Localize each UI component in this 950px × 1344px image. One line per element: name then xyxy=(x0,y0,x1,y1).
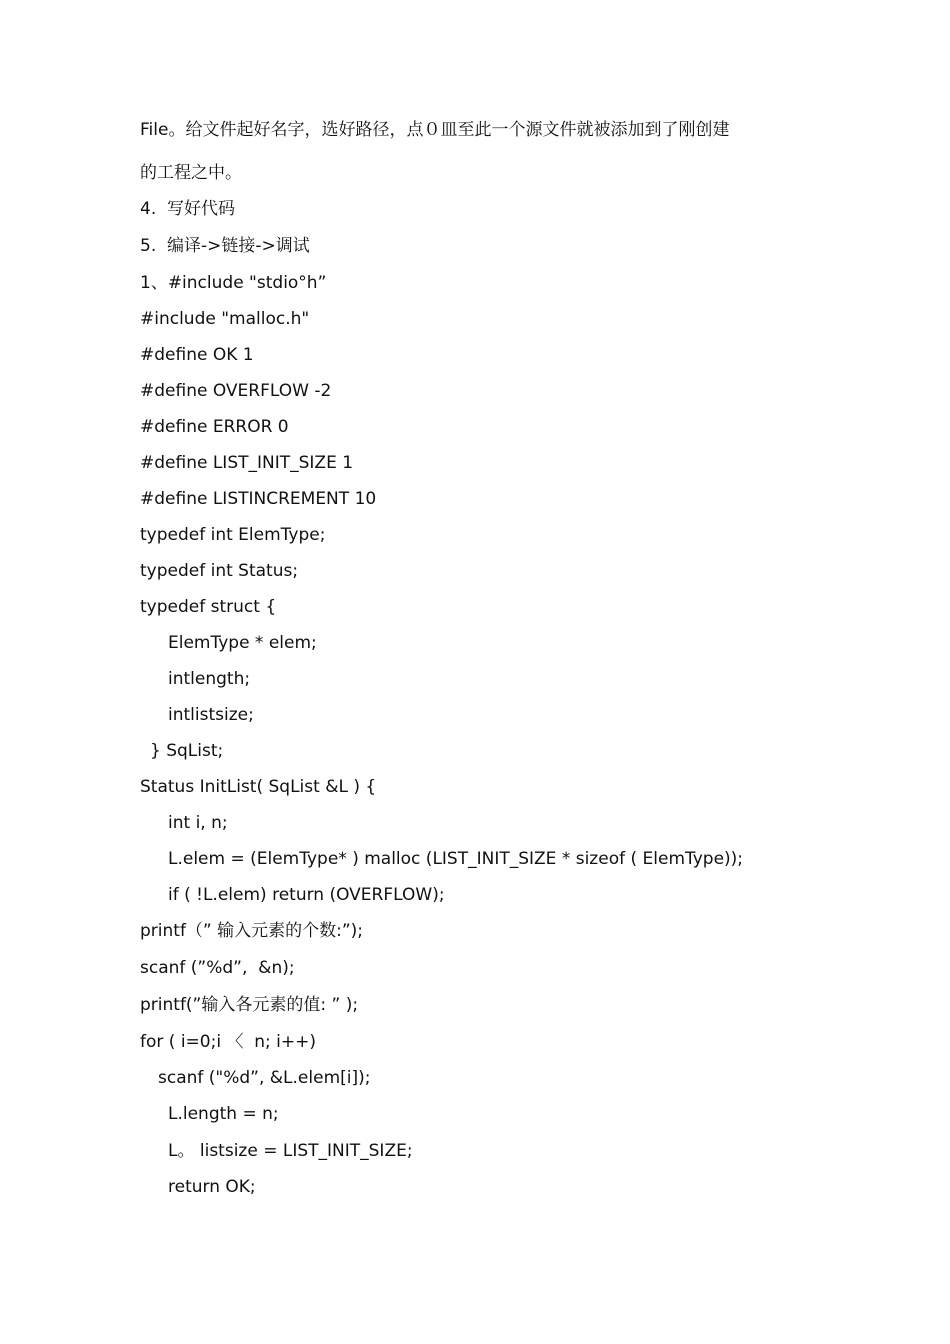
code-line: L.elem = (ElemType* ) malloc (LIST_INIT_SIZE * sizeof ( ElemType)); xyxy=(168,849,744,869)
code-line: int i, n; xyxy=(168,813,228,833)
code-line: #define OVERFLOW -2 xyxy=(140,381,332,401)
code-line: for ( i=0;i 〈 n; i++) xyxy=(140,1032,317,1052)
code-line: } SqList; xyxy=(150,741,224,761)
code-line: #define LISTINCREMENT 10 xyxy=(140,489,377,509)
code-line: L.length = n; xyxy=(168,1104,279,1124)
code-line: printf(”输入各元素的值: ” ); xyxy=(140,995,359,1015)
code-line: #define ERROR 0 xyxy=(140,417,289,437)
code-line: scanf ("%d”, &L.elem[i]); xyxy=(158,1068,371,1088)
code-line: printf（” 输入元素的个数:”); xyxy=(140,921,364,941)
code-line: return OK; xyxy=(168,1177,256,1197)
text-line: File。给文件起好名字，选好路径，点０皿至此一个源文件就被添加到了刚创建 xyxy=(140,120,730,140)
code-line: #include "malloc.h" xyxy=(140,309,310,329)
code-line: intlistsize; xyxy=(168,705,254,725)
code-line: scanf (”%d”, &n); xyxy=(140,958,295,978)
code-line: intlength; xyxy=(168,669,251,689)
code-line: #define LIST_INIT_SIZE 1 xyxy=(140,453,354,473)
code-line: 1、#include "stdio°h” xyxy=(140,273,327,293)
code-line: #define OK 1 xyxy=(140,345,254,365)
code-line: typedef struct { xyxy=(140,597,277,617)
text-line: 5. 编译->链接->调试 xyxy=(140,236,310,256)
text-line: 的工程之中。 xyxy=(140,163,242,183)
code-line: ElemType * elem; xyxy=(168,633,317,653)
code-line: Status InitList( SqList &L ) { xyxy=(140,777,377,797)
code-line: if ( !L.elem) return (OVERFLOW); xyxy=(168,885,445,905)
code-line: typedef int Status; xyxy=(140,561,299,581)
text-line: 4. 写好代码 xyxy=(140,199,236,219)
code-line: typedef int ElemType; xyxy=(140,525,326,545)
code-line: L。 listsize = LIST_INIT_SIZE; xyxy=(168,1141,413,1161)
